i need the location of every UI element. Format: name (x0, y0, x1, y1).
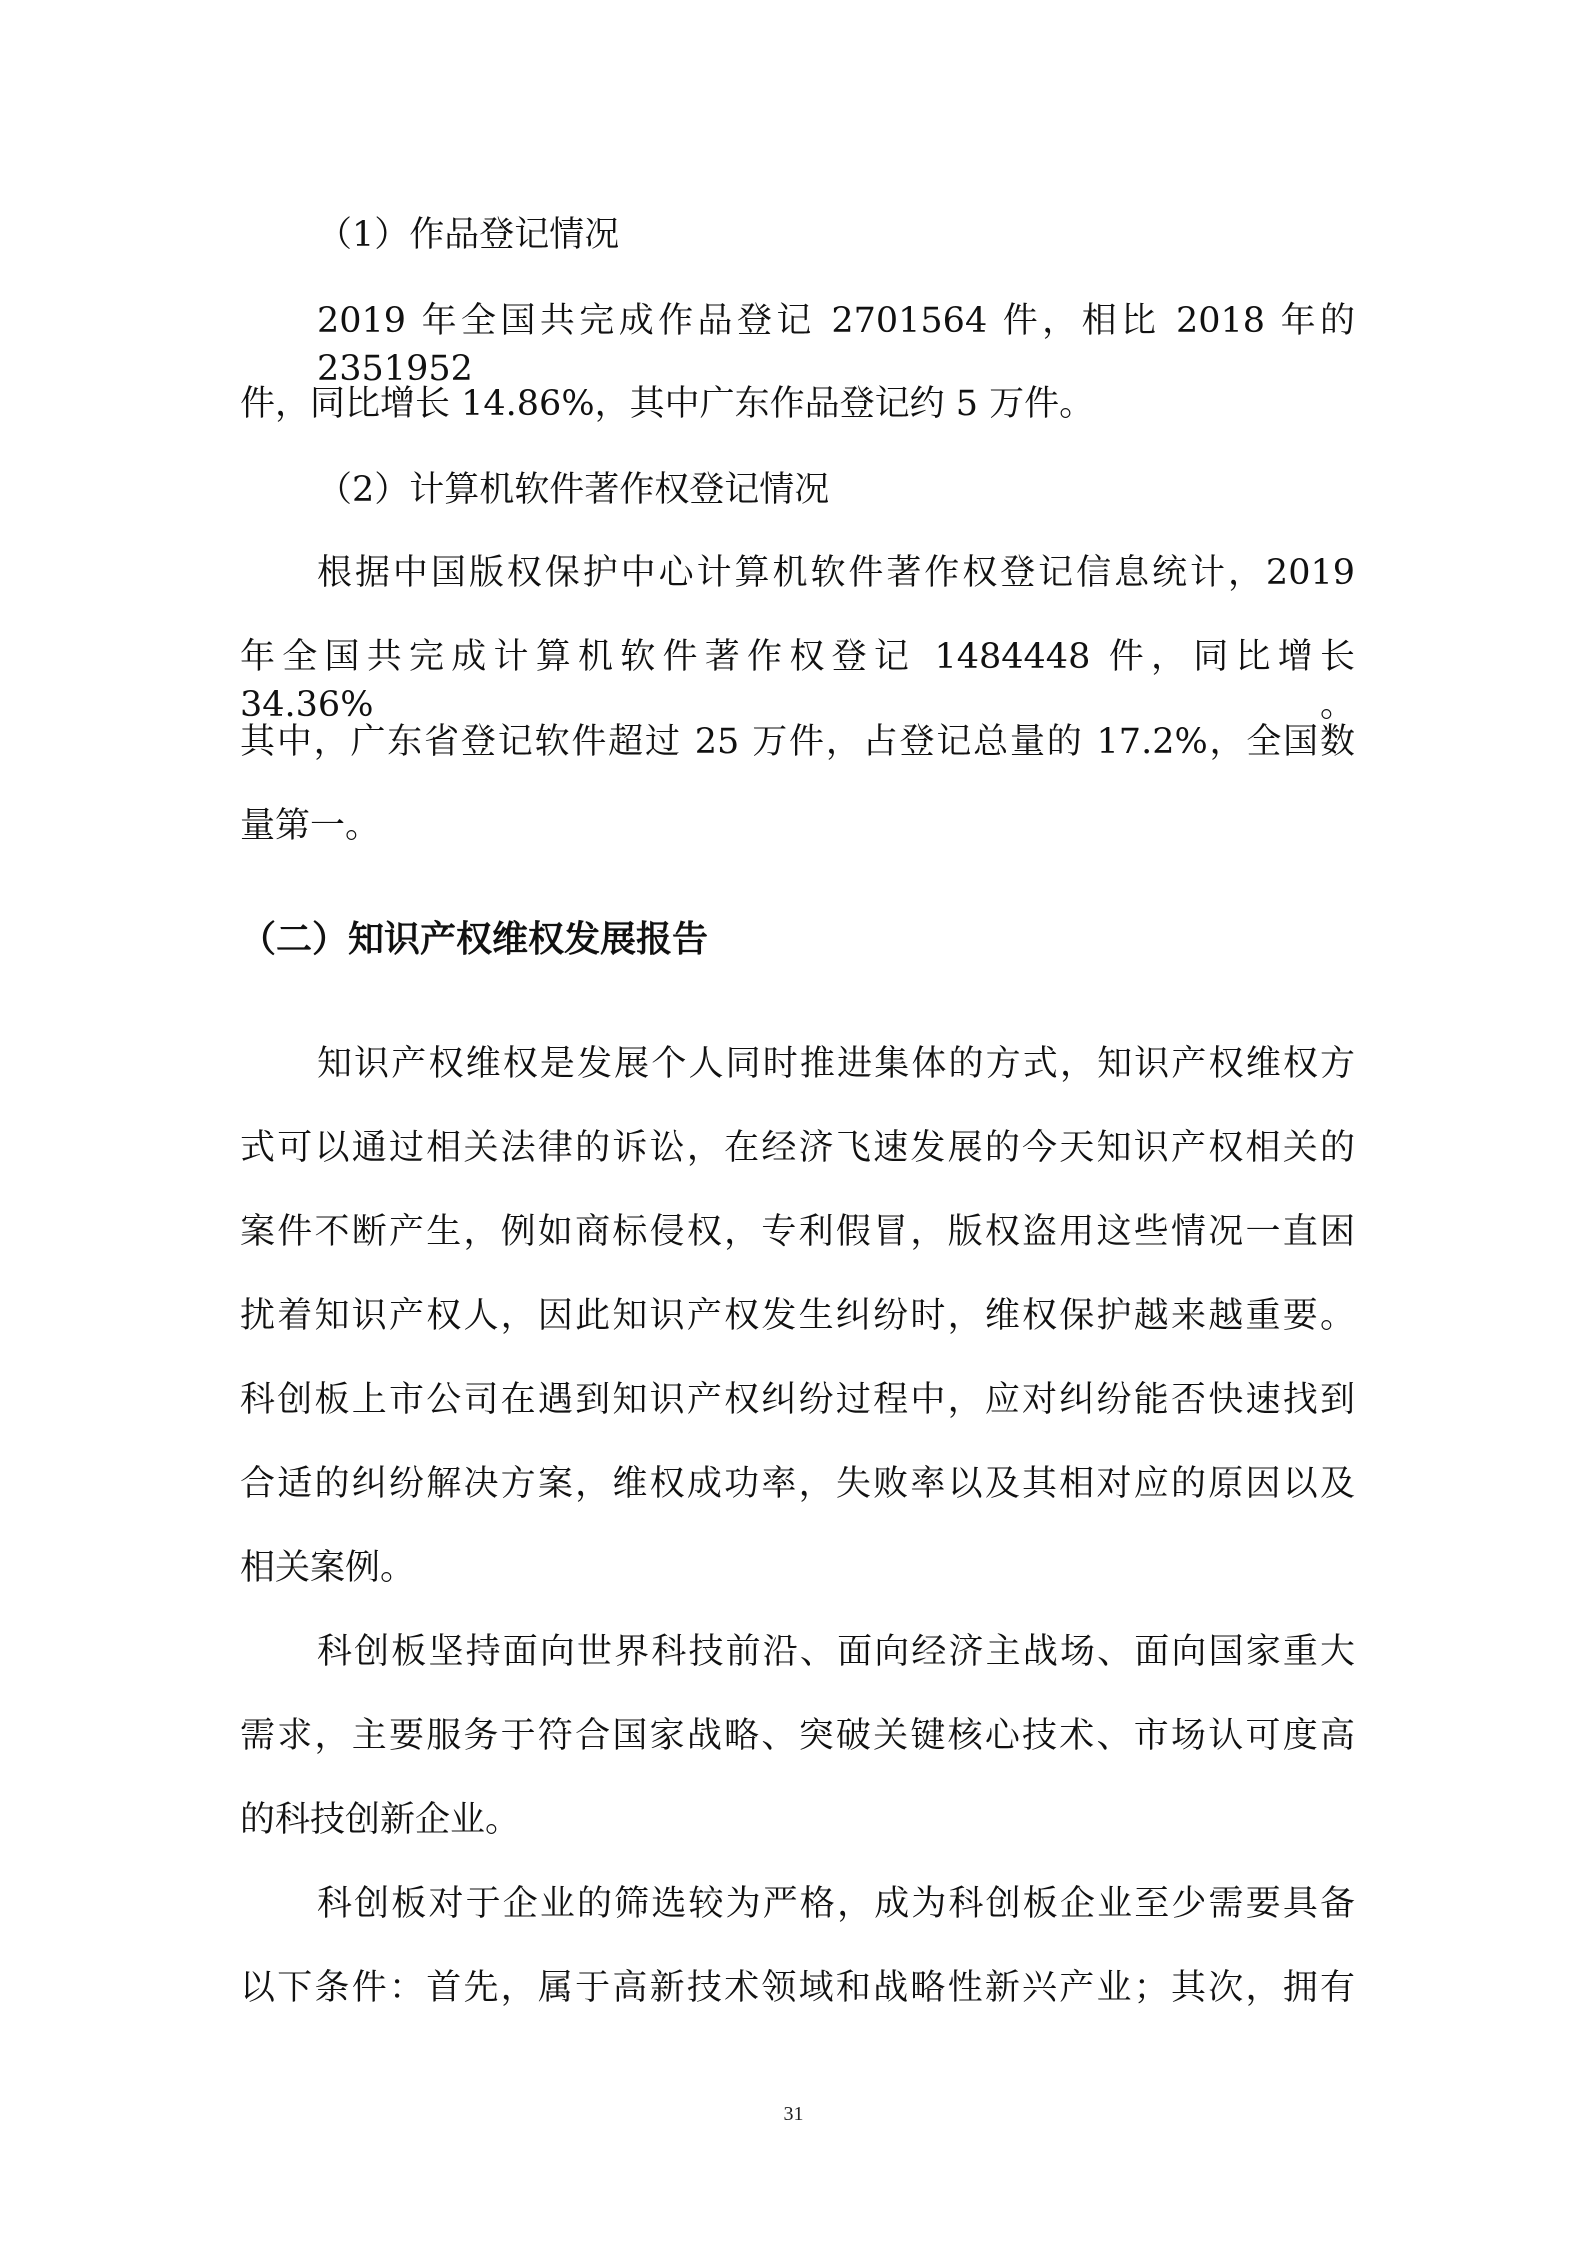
paragraph-line: 件，同比增长 14.86%，其中广东作品登记约 5 万件。 (240, 384, 1095, 424)
page-number: 31 (783, 2103, 804, 2125)
paragraph-line: 科创板上市公司在遇到知识产权纠纷过程中，应对纠纷能否快速找到 (240, 1380, 1355, 1420)
paragraph-line: 2019 年全国共完成作品登记 2701564 件，相比 2018 年的 2351952 (317, 301, 1355, 389)
subheading-software-registration: （2）计算机软件著作权登记情况 (317, 470, 830, 510)
section-heading: （二）知识产权维权发展报告 (240, 919, 709, 960)
paragraph-line: 年全国共完成计算机软件著作权登记 1484448 件，同比增长 34.36%。 (240, 637, 1355, 725)
paragraph-line: 相关案例。 (240, 1548, 416, 1588)
paragraph-line: 的科技创新企业。 (240, 1800, 521, 1840)
paragraph-line: 量第一。 (240, 806, 381, 846)
paragraph-line: 需求，主要服务于符合国家战略、突破关键核心技术、市场认可度高 (240, 1716, 1355, 1756)
paragraph-line: 扰着知识产权人，因此知识产权发生纠纷时，维权保护越来越重要。 (240, 1296, 1355, 1336)
paragraph-line: 根据中国版权保护中心计算机软件著作权登记信息统计，2019 (317, 553, 1355, 593)
paragraph-line: 案件不断产生，例如商标侵权，专利假冒，版权盗用这些情况一直困 (240, 1212, 1355, 1252)
paragraph-line: 合适的纠纷解决方案，维权成功率，失败率以及其相对应的原因以及 (240, 1464, 1355, 1504)
paragraph-line: 式可以通过相关法律的诉讼，在经济飞速发展的今天知识产权相关的 (240, 1128, 1355, 1168)
paragraph-line: 科创板对于企业的筛选较为严格，成为科创板企业至少需要具备 (317, 1884, 1355, 1924)
paragraph-line: 科创板坚持面向世界科技前沿、面向经济主战场、面向国家重大 (317, 1632, 1355, 1672)
paragraph-line: 知识产权维权是发展个人同时推进集体的方式，知识产权维权方 (317, 1044, 1355, 1084)
subheading-works-registration: （1）作品登记情况 (317, 215, 620, 255)
paragraph-line: 以下条件：首先，属于高新技术领域和战略性新兴产业；其次，拥有 (240, 1968, 1355, 2008)
paragraph-line: 其中，广东省登记软件超过 25 万件，占登记总量的 17.2%，全国数 (240, 722, 1355, 762)
